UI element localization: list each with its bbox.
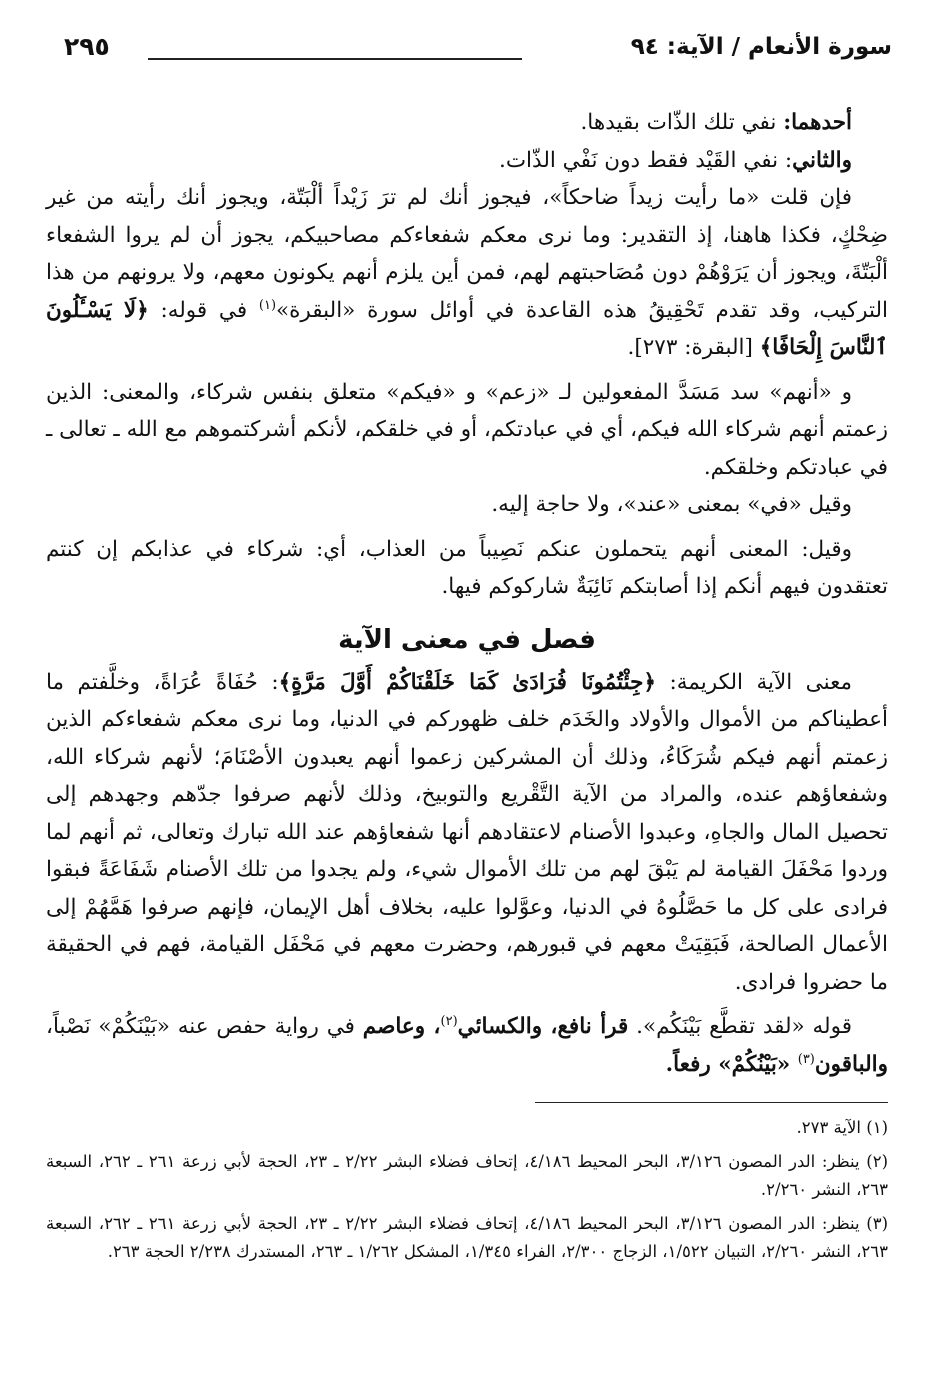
footnotes [46, 1114, 888, 1272]
running-title: سورة الأنعام / الآية: ٩٤ [630, 34, 892, 60]
paragraph-text: نفي تلك الذّات بقيدها. [580, 110, 784, 135]
paragraph-first [46, 104, 888, 142]
footnote-text: ينظر: الدر المصون ٣/١٢٦، البحر المحيط ٤/١٨٦، إتحاف فضلاء البشر ٢/٢٢ ـ ٢٣، الحجة لأبي زرعة ٢٦١ ـ ٢٦٢، السبعة ٢٦٣، النشر ٢/٢٦٠، التبيان ١/٥٢٢، الزجاج ٢/٣٠٠، الفراء ١/٣٤٥، المشكل ١/٢٦٢ ـ ٢٦٣، المستدرك ٢/٢٣٨ الحجة ٢٦٣. [46, 1214, 888, 1261]
quran-quote: ﴿لَا يَسْـَٔلُونَ ٱلنَّاسَ إِلْحَافًا﴾ [46, 297, 888, 360]
section-heading: فصل في معنى الآية [338, 624, 596, 655]
paragraph-alt-meaning: وقيل: المعنى أنهم يتحملون عنكم نَصِيباً من العذاب، أي: شركاء في عذابكم إن كنتم تعتقدون فيهم أنكم إذا أصابتكم نَائِبَةٌ شاركوكم فيها. [46, 536, 888, 599]
quran-quote: ﴿جِئْتُمُونَا فُرَادَىٰ كَمَا خَلَقْنَاكُمْ أَوَّلَ مَرَّةٍ﴾ [278, 669, 657, 695]
main-text [46, 104, 888, 1083]
paragraph-readings [46, 1008, 888, 1083]
footnote-ref-1[interactable]: (١) [258, 297, 277, 313]
lead-word: والثاني [792, 147, 852, 173]
running-head [64, 28, 892, 78]
paragraph-text: في رواية حفص عنه «بَيْنَكُمْ» نَصْباً، [46, 1014, 363, 1039]
paragraph-text: قوله «لقد تقطَّع بَيْنَكُم». [628, 1014, 852, 1039]
footnote-ref-2[interactable]: (٢) [440, 1013, 458, 1029]
paragraph-text: : نفي القَيْد فقط دون نَفْي الذّات. [498, 147, 793, 173]
footnote-3 [46, 1210, 888, 1266]
paragraph-text: معنى الآية الكريمة: [656, 669, 852, 695]
paragraph-example [46, 179, 888, 367]
footnote-2 [46, 1148, 888, 1204]
paragraph-text: [البقرة: ٢٧٣]. [627, 335, 760, 360]
paragraph-second [46, 142, 888, 180]
paragraph-text: «بَيْنُكُمْ» رفعاً. [665, 1051, 798, 1077]
reader-names: والباقون [814, 1051, 888, 1077]
page-number: ٢٩٥ [64, 32, 110, 61]
footnote-rule [535, 1102, 888, 1103]
footnote-number: (١) [866, 1118, 888, 1137]
header-rule [148, 58, 522, 60]
reader-names: ، وعاصم [362, 1014, 441, 1039]
footnote-number: (٣) [866, 1214, 889, 1233]
paragraph-grammar: و «أنهم» سد مَسَدَّ المفعولين لـ «زعم» و «فيكم» متعلق بنفس شركاء، والمعنى: الذين زعمتم أنهم شركاء الله فيكم، أي في عبادتكم، أو في خلقكم، لأنكم أشركتموهم مع الله ـ تعالى ـ في عبادتكم وخلقكم. [46, 379, 888, 480]
paragraph-text: في قوله: [148, 297, 259, 323]
footnote-number: (٢) [866, 1152, 889, 1171]
footnote-ref-3[interactable]: (٣) [797, 1051, 815, 1067]
paragraph-alt-opinion: وقيل «في» بمعنى «عند»، ولا حاجة إليه. [491, 492, 852, 517]
paragraph-text: : حُفَاةً عُرَاةً، وخلَّفتم ما أعطيناكم من الأموال والأولاد والخَدَم خلف ظهوركم في الدنيا، وما نرى معكم شفعاءكم الذين زعمتم أنهم فيكم شُرَكَاءُ، وذلك أن المشركين زعموا أنهم يعبدون الأصْنَامَ؛ لأنهم شركاء الله، وشفعاؤهم عنده، والمراد من الآية التَّقْريع والتوبيخ، وذلك لأنهم صرفوا جدّهم وجهدهم إلى تحصيل المال والجاهِ، وعبدوا الأصنام لاعتقادهم أنها شفعاؤهم عند الله تبارك وتعالى، ثم أنهم لما وردوا مَحْفَلَ القيامة لم يَبْقَ لهم من تلك الأموال شيء، ولم يجدوا من تلك الأصنام شَفَاعَةً فبقوا فرادى على كل ما حَصَّلُوهُ في الدنيا، وعوَّلوا عليه، بخلاف أهل الإيمان، فإنهم صرفوا هَمَّهُمْ إلى الأعمال الصالحة، فَبَقِيَتْ معهم في قبورهم، وحضرت معهم في مَحْفَل القيامة، فهم في الحقيقة ما حضروا فرادى. [46, 669, 888, 995]
paragraph-text: فإن قلت «ما رأيت زيداً ضاحكاً»، فيجوز أنك لم ترَ زَيْداً ألْبَتّة، ويجوز أنك رأيته من غير ضِحْكٍ، فكذا هاهنا، إذ التقدير: وما نرى معكم شفعاءكم مصاحبيكم، يجوز أن لم يروا الشفعاء ألْبَتّةَ، ويجوز أن يَرَوْهُمْ دون مُصَاحبتهم لهم، فمن أين يلزم أنهم يكونون معهم، ولا يرونهم من هذا التركيب، وقد تقدم تَحْقِيقُ هذه القاعدة في أوائل سورة «البقرة» [46, 185, 889, 323]
footnote-text: الآية ٢٧٣. [796, 1118, 861, 1137]
lead-word: أحدهما: [783, 110, 852, 135]
paragraph-meaning [46, 664, 888, 1002]
reader-names: قرأ نافع، والكسائي [457, 1014, 629, 1039]
footnote-text: ينظر: الدر المصون ٣/١٢٦، البحر المحيط ٤/١٨٦، إتحاف فضلاء البشر ٢/٢٢ ـ ٢٣، الحجة لأبي زرعة ٢٦١ ـ ٢٦٢، السبعة ٢٦٣، النشر ٢/٢٦٠. [46, 1152, 888, 1199]
footnote-1 [46, 1114, 888, 1142]
